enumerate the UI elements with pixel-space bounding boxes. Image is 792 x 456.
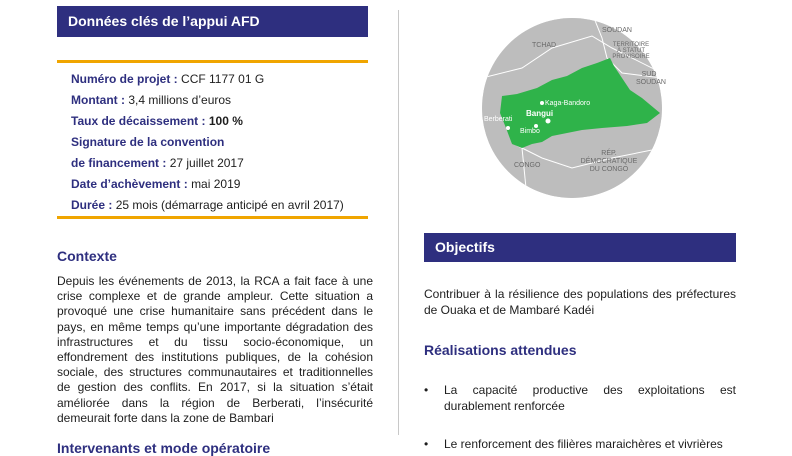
- bullet-dot: •: [424, 383, 429, 397]
- map-label-kaga-bandoro: Kaga-Bandoro: [545, 100, 591, 107]
- disbursement-row: [71, 114, 243, 129]
- completion-row: [71, 177, 240, 192]
- map-label-tchad: TCHAD: [532, 42, 557, 49]
- objectives-header: Objectifs: [424, 233, 736, 262]
- map-label-congo: CONGO: [514, 162, 541, 169]
- achievement-text: Le renforcement des filières maraichères et vivrières: [444, 437, 723, 451]
- map-label-bangui: Bangui: [526, 109, 554, 118]
- signature-value: 27 juillet 2017: [169, 156, 244, 170]
- gold-divider-bottom: [57, 216, 368, 219]
- disbursement-value: 100 %: [208, 114, 243, 128]
- disbursement-label: Taux de décaissement :: [71, 114, 206, 128]
- completion-label: Date d’achèvement :: [71, 177, 188, 191]
- duration-value: 25 mois (démarrage anticipé en avril 2017): [115, 198, 344, 212]
- objectives-body: Contribuer à la résilience des populations des préfectures de Ouaka et de Mambaré Kadéi: [424, 287, 736, 317]
- map-label-territoire: TERRITOIRE À STATUT PROVISOIRE: [612, 42, 650, 60]
- map-label-sud-soudan: SUD SOUDAN: [636, 71, 666, 86]
- gold-divider-top: [57, 60, 368, 63]
- project-number-row: [71, 72, 264, 87]
- duration-label: Durée :: [71, 198, 113, 212]
- context-heading: Contexte: [57, 248, 117, 264]
- bangui-dot: [546, 119, 551, 124]
- map-label-rdc: RÉP. DÉMOCRATIQUE DU CONGO: [580, 150, 638, 173]
- project-number-value: CCF 1177 01 G: [181, 72, 265, 86]
- context-body: Depuis les événements de 2013, la RCA a fait face à une crise complexe et de grande ampleur. Cette situation a provoqué une crise humanitaire sans précédent dans le pays, en même temps qu’une importante dégradation des infrastructures et du tissu socio-économique, un effondrement des institutions publiques, de la cohésion sociale, des structures communautaires et traditionnelles de gestion des conflits. En 2017, si la situation s’était améliorée dans la région de Berberati, l’insécurité demeurait forte dans la zone de Bambari: [57, 274, 373, 425]
- bullet-dot: •: [424, 437, 429, 451]
- amount-label: Montant :: [71, 93, 125, 107]
- berberati-dot: [506, 126, 510, 130]
- kaga-bandoro-dot: [540, 101, 544, 105]
- achievement-text: La capacité productive des exploitations est durablement renforcée: [444, 383, 736, 413]
- map-label-soudan: SOUDAN: [602, 27, 632, 34]
- duration-row: [71, 198, 344, 213]
- column-divider: [398, 10, 399, 435]
- achievements-heading: Réalisations attendues: [424, 342, 577, 358]
- map-label-bimbo: Bimbo: [520, 128, 540, 135]
- map-label-berberati: Berberati: [484, 116, 513, 123]
- next-section-heading: Intervenants et mode opératoire: [57, 440, 271, 456]
- achievement-item: [424, 382, 736, 416]
- project-number-label: Numéro de projet :: [71, 72, 178, 86]
- location-map: [482, 18, 666, 198]
- key-data-header: Données clés de l’appui AFD: [57, 6, 368, 37]
- amount-row: [71, 93, 231, 108]
- signature-label-line2: de financement :: [71, 156, 167, 170]
- completion-value: mai 2019: [191, 177, 241, 191]
- signature-label-line1: Signature de la convention: [71, 135, 225, 149]
- signature-row-line1: [71, 135, 224, 150]
- amount-value: 3,4 millions d’euros: [128, 93, 232, 107]
- signature-row-line2: [71, 156, 244, 171]
